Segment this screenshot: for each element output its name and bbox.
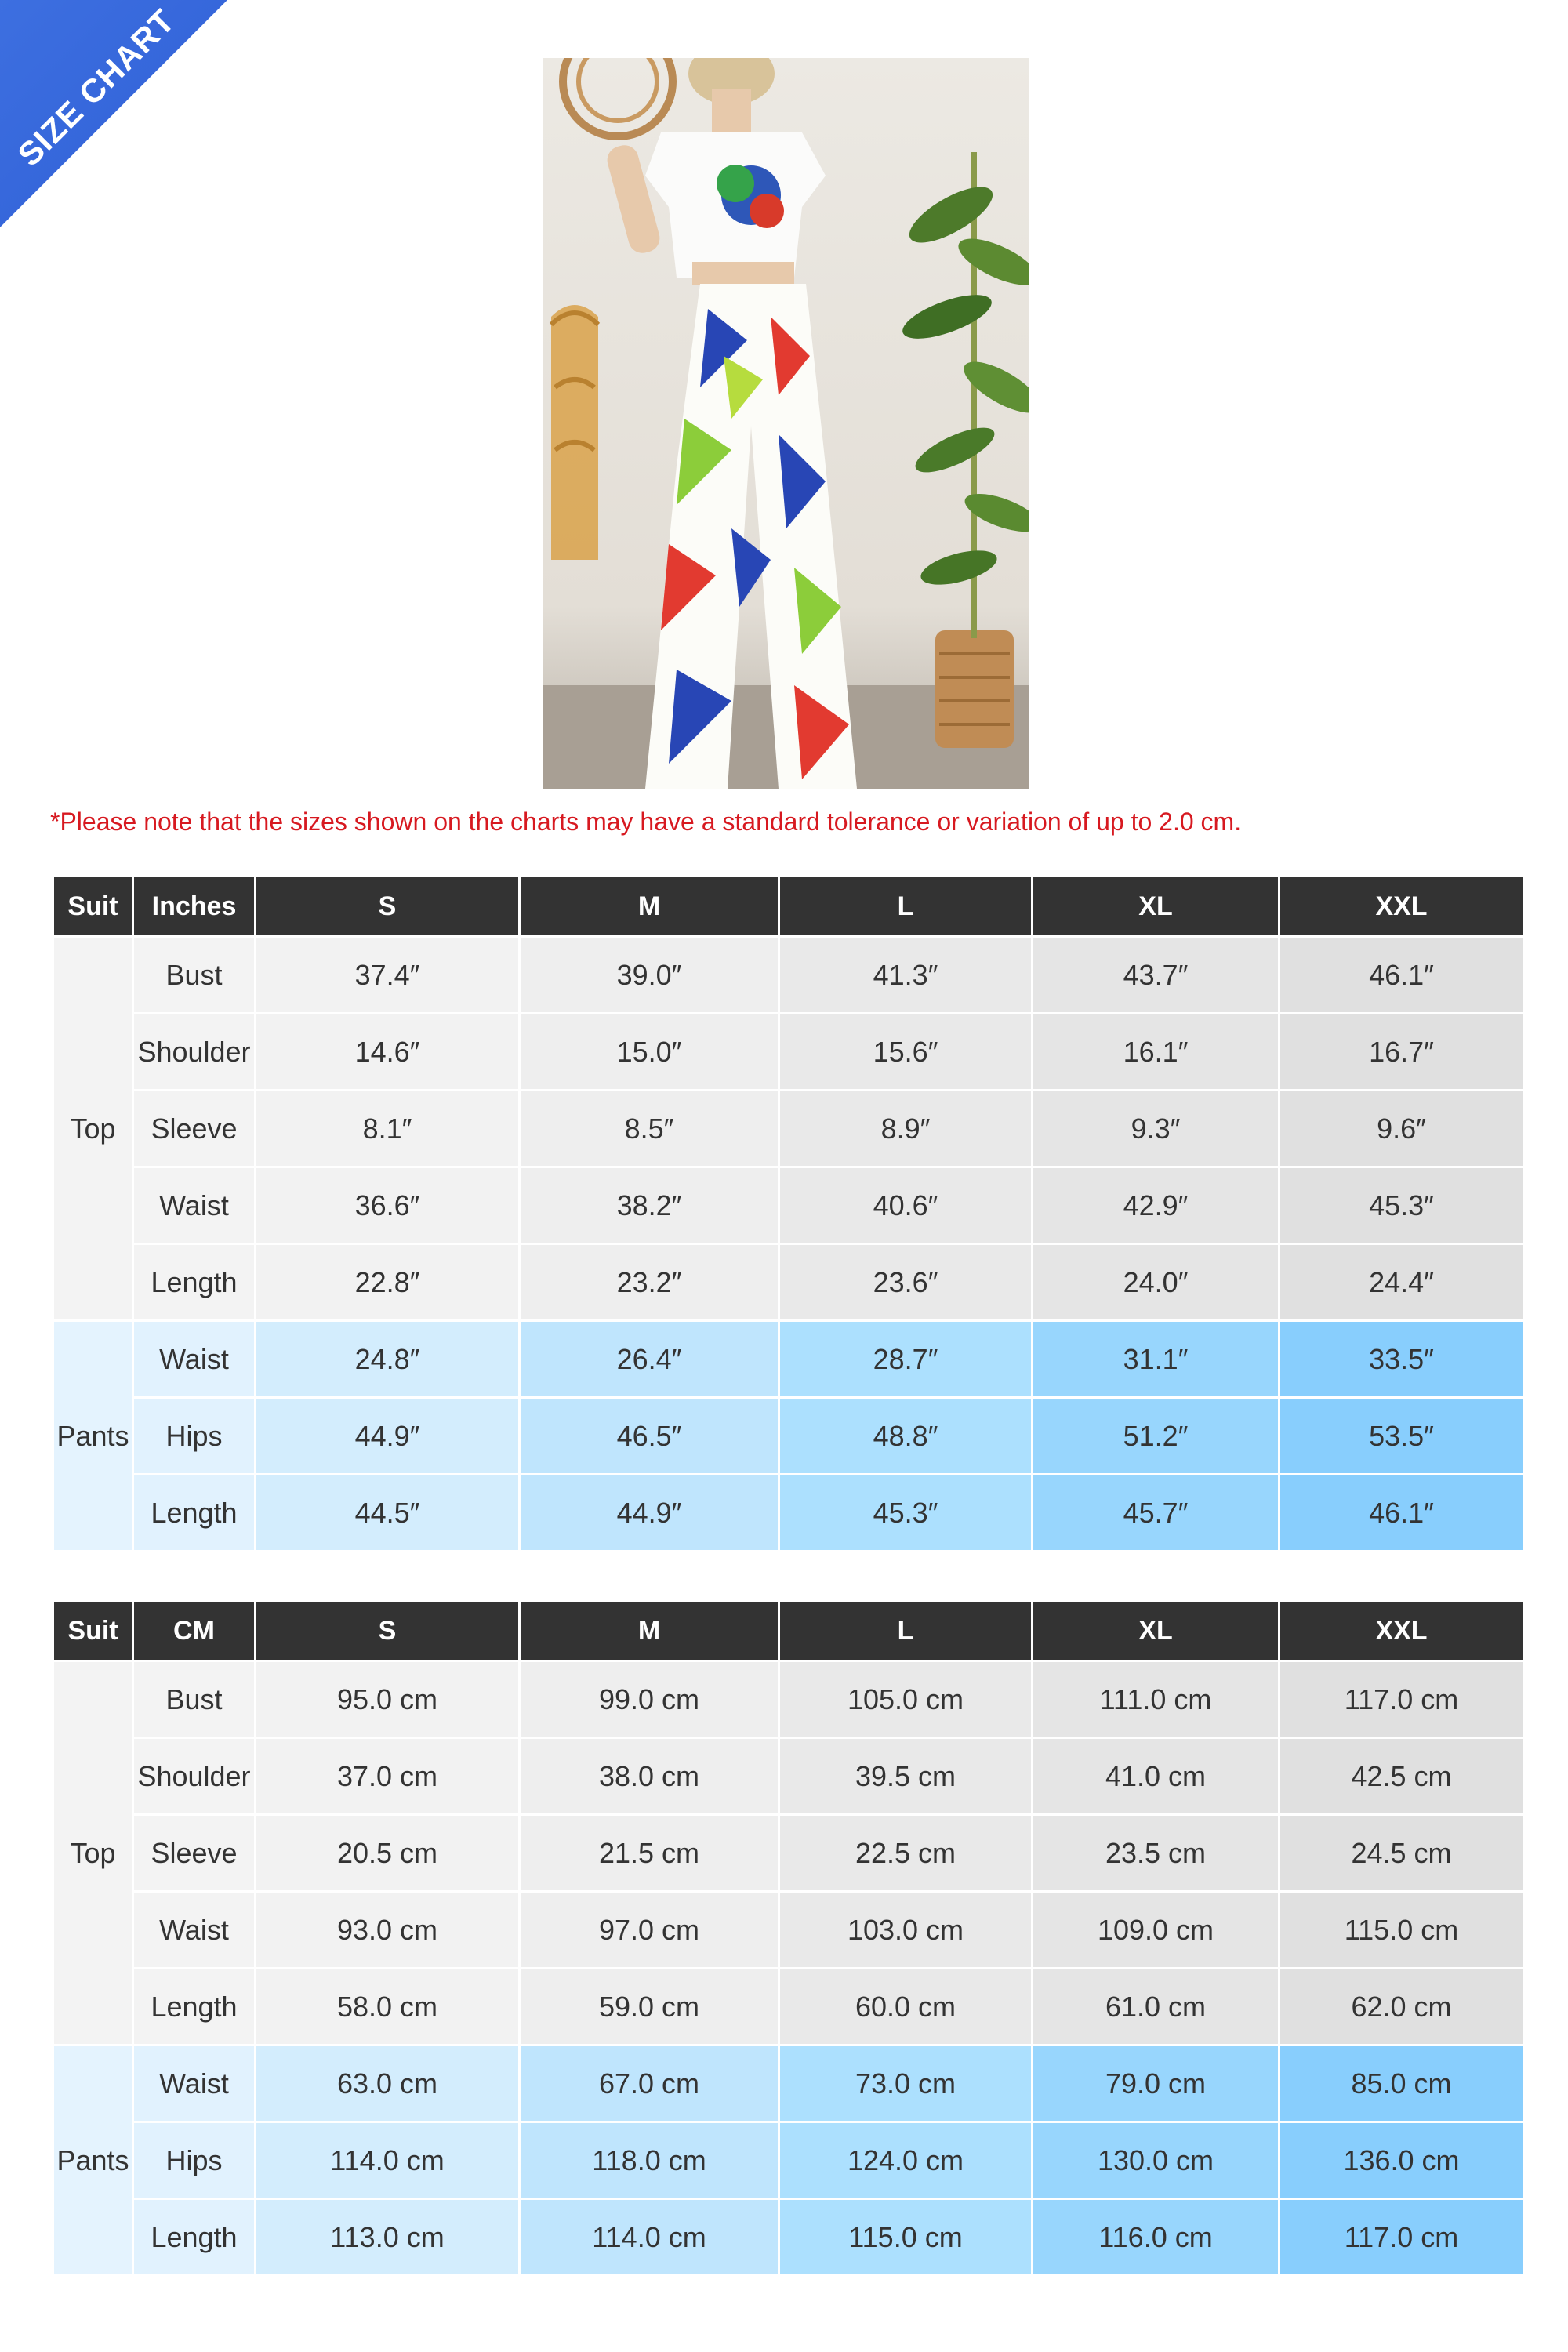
size-value: 95.0 cm (256, 1661, 520, 1738)
size-value: 24.8″ (256, 1321, 520, 1398)
size-value: 130.0 cm (1033, 2122, 1279, 2199)
group-label-pants: Pants (53, 2045, 133, 2276)
size-value: 61.0 cm (1033, 1969, 1279, 2045)
size-value: 93.0 cm (256, 1892, 520, 1969)
size-value: 115.0 cm (779, 2199, 1033, 2276)
size-value: 9.6″ (1279, 1091, 1524, 1167)
size-value: 24.5 cm (1279, 1815, 1524, 1892)
table-header-row (53, 1601, 1524, 1661)
measure-label: Sleeve (133, 1091, 256, 1167)
size-value: 53.5″ (1279, 1398, 1524, 1475)
size-value: 45.7″ (1033, 1475, 1279, 1552)
size-value: 24.4″ (1279, 1244, 1524, 1321)
header-size-m: M (520, 877, 779, 937)
measure-label: Hips (133, 1398, 256, 1475)
measure-label: Waist (133, 1892, 256, 1969)
size-value: 42.9″ (1033, 1167, 1279, 1244)
table-row (53, 1091, 1524, 1167)
size-value: 105.0 cm (779, 1661, 1033, 1738)
header-unit: CM (133, 1601, 256, 1661)
header-suit: Suit (53, 1601, 133, 1661)
size-value: 117.0 cm (1279, 2199, 1524, 2276)
size-value: 39.5 cm (779, 1738, 1033, 1815)
table-row (53, 1167, 1524, 1244)
table-row (53, 1321, 1524, 1398)
table-row (53, 1815, 1524, 1892)
measure-label: Hips (133, 2122, 256, 2199)
size-value: 62.0 cm (1279, 1969, 1524, 2045)
size-value: 99.0 cm (520, 1661, 779, 1738)
measure-label: Bust (133, 1661, 256, 1738)
table-row (53, 2045, 1524, 2122)
size-value: 24.0″ (1033, 1244, 1279, 1321)
measure-label: Length (133, 1244, 256, 1321)
size-value: 38.2″ (520, 1167, 779, 1244)
size-value: 41.0 cm (1033, 1738, 1279, 1815)
group-label-pants: Pants (53, 1321, 133, 1552)
header-size-l: L (779, 1601, 1033, 1661)
inches-size-table (52, 875, 1525, 1552)
size-value: 45.3″ (1279, 1167, 1524, 1244)
ribbon-label: SIZE CHART (10, 2, 182, 173)
size-value: 15.6″ (779, 1014, 1033, 1091)
size-value: 58.0 cm (256, 1969, 520, 2045)
header-unit: Inches (133, 877, 256, 937)
header-size-xxl: XXL (1279, 877, 1524, 937)
table-row (53, 1014, 1524, 1091)
size-value: 97.0 cm (520, 1892, 779, 1969)
size-value: 20.5 cm (256, 1815, 520, 1892)
size-value: 23.6″ (779, 1244, 1033, 1321)
size-value: 79.0 cm (1033, 2045, 1279, 2122)
size-value: 44.9″ (520, 1475, 779, 1552)
size-value: 118.0 cm (520, 2122, 779, 2199)
size-tolerance-note: *Please note that the sizes shown on the charts may have a standard tolerance or variation of up to 2.0 cm. (50, 808, 1242, 836)
header-size-l: L (779, 877, 1033, 937)
size-value: 115.0 cm (1279, 1892, 1524, 1969)
size-value: 14.6″ (256, 1014, 520, 1091)
size-value: 21.5 cm (520, 1815, 779, 1892)
size-value: 109.0 cm (1033, 1892, 1279, 1969)
size-value: 23.5 cm (1033, 1815, 1279, 1892)
size-value: 67.0 cm (520, 2045, 779, 2122)
measure-label: Length (133, 1475, 256, 1552)
header-suit: Suit (53, 877, 133, 937)
measure-label: Waist (133, 1321, 256, 1398)
measure-label: Waist (133, 1167, 256, 1244)
size-value: 114.0 cm (520, 2199, 779, 2276)
size-value: 38.0 cm (520, 1738, 779, 1815)
size-value: 136.0 cm (1279, 2122, 1524, 2199)
size-value: 59.0 cm (520, 1969, 779, 2045)
size-value: 51.2″ (1033, 1398, 1279, 1475)
size-chart-ribbon (0, 0, 235, 235)
size-value: 40.6″ (779, 1167, 1033, 1244)
size-value: 39.0″ (520, 937, 779, 1014)
size-value: 60.0 cm (779, 1969, 1033, 2045)
size-value: 28.7″ (779, 1321, 1033, 1398)
table-header-row (53, 877, 1524, 937)
product-photo (543, 58, 1029, 789)
header-size-s: S (256, 1601, 520, 1661)
size-value: 46.1″ (1279, 937, 1524, 1014)
size-value: 44.9″ (256, 1398, 520, 1475)
size-value: 46.1″ (1279, 1475, 1524, 1552)
size-value: 37.0 cm (256, 1738, 520, 1815)
size-value: 22.5 cm (779, 1815, 1033, 1892)
table-row (53, 1475, 1524, 1552)
size-value: 23.2″ (520, 1244, 779, 1321)
group-label-top: Top (53, 937, 133, 1321)
size-value: 124.0 cm (779, 2122, 1033, 2199)
size-value: 113.0 cm (256, 2199, 520, 2276)
size-value: 42.5 cm (1279, 1738, 1524, 1815)
table-row (53, 2122, 1524, 2199)
size-value: 46.5″ (520, 1398, 779, 1475)
header-size-xl: XL (1033, 877, 1279, 937)
table-row (53, 937, 1524, 1014)
measure-label: Shoulder (133, 1014, 256, 1091)
measure-label: Waist (133, 2045, 256, 2122)
size-value: 63.0 cm (256, 2045, 520, 2122)
group-label-top: Top (53, 1661, 133, 2045)
size-value: 8.1″ (256, 1091, 520, 1167)
size-value: 37.4″ (256, 937, 520, 1014)
size-value: 15.0″ (520, 1014, 779, 1091)
table-row (53, 2199, 1524, 2276)
table-row (53, 1969, 1524, 2045)
size-value: 9.3″ (1033, 1091, 1279, 1167)
measure-label: Length (133, 2199, 256, 2276)
size-value: 16.1″ (1033, 1014, 1279, 1091)
size-value: 8.9″ (779, 1091, 1033, 1167)
table-row (53, 1398, 1524, 1475)
size-value: 33.5″ (1279, 1321, 1524, 1398)
measure-label: Length (133, 1969, 256, 2045)
header-size-s: S (256, 877, 520, 937)
size-value: 36.6″ (256, 1167, 520, 1244)
size-value: 41.3″ (779, 937, 1033, 1014)
cm-size-table (52, 1599, 1525, 2277)
size-value: 44.5″ (256, 1475, 520, 1552)
table-row (53, 1661, 1524, 1738)
size-value: 31.1″ (1033, 1321, 1279, 1398)
size-value: 114.0 cm (256, 2122, 520, 2199)
size-value: 8.5″ (520, 1091, 779, 1167)
size-value: 26.4″ (520, 1321, 779, 1398)
header-size-xxl: XXL (1279, 1601, 1524, 1661)
size-value: 103.0 cm (779, 1892, 1033, 1969)
header-size-m: M (520, 1601, 779, 1661)
measure-label: Sleeve (133, 1815, 256, 1892)
size-value: 45.3″ (779, 1475, 1033, 1552)
size-value: 116.0 cm (1033, 2199, 1279, 2276)
table-row (53, 1738, 1524, 1815)
size-value: 111.0 cm (1033, 1661, 1279, 1738)
size-value: 85.0 cm (1279, 2045, 1524, 2122)
table-row (53, 1244, 1524, 1321)
table-row (53, 1892, 1524, 1969)
ribbon-background (0, 0, 227, 227)
size-value: 16.7″ (1279, 1014, 1524, 1091)
header-size-xl: XL (1033, 1601, 1279, 1661)
size-value: 73.0 cm (779, 2045, 1033, 2122)
size-value: 22.8″ (256, 1244, 520, 1321)
measure-label: Bust (133, 937, 256, 1014)
size-value: 43.7″ (1033, 937, 1279, 1014)
measure-label: Shoulder (133, 1738, 256, 1815)
size-value: 117.0 cm (1279, 1661, 1524, 1738)
size-value: 48.8″ (779, 1398, 1033, 1475)
